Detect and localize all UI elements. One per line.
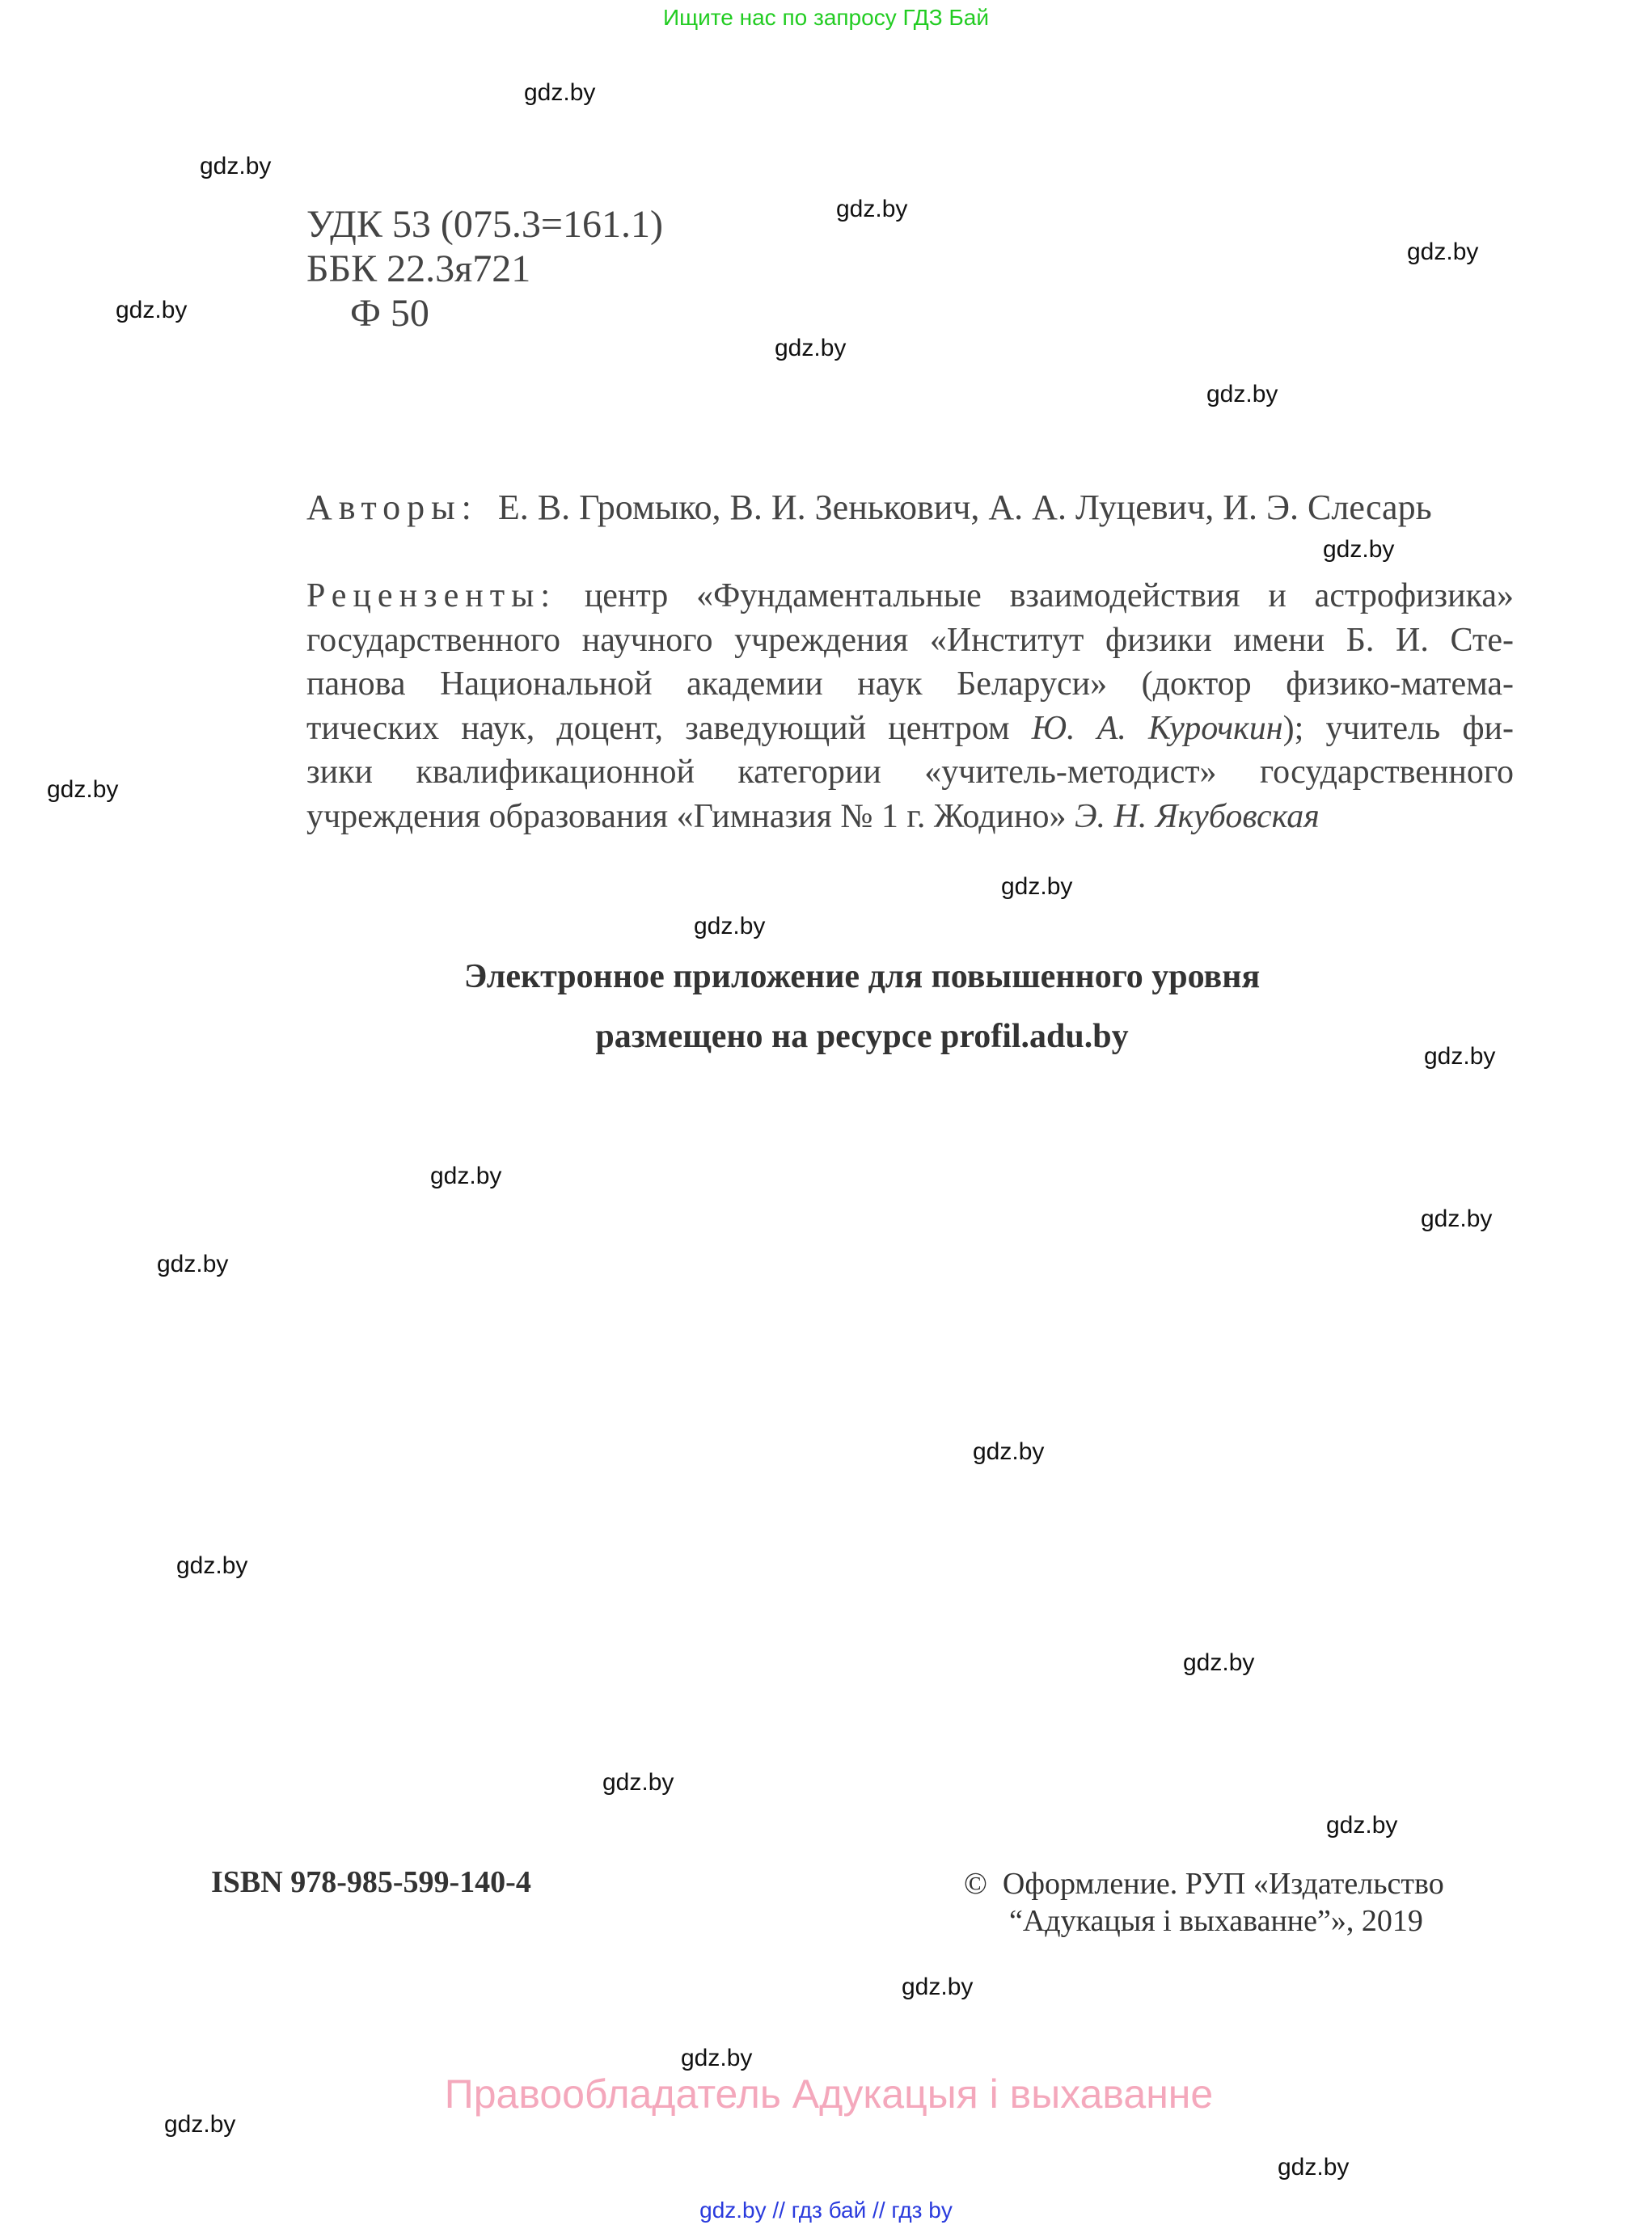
watermark: gdz.by [430,1163,502,1189]
reviewers-paragraph [306,574,1514,839]
reviewers-line: государственного научного учреждения «Институт физики имени Б. И. Сте- [306,621,1514,659]
watermark: gdz.by [973,1438,1045,1465]
authors-label: Авторы: [306,488,478,527]
watermark: gdz.by [116,297,188,323]
classification-codes [306,202,663,336]
watermark: gdz.by [1424,1043,1496,1070]
watermark: gdz.by [1001,873,1073,900]
watermark: gdz.by [836,196,908,222]
reviewer-name: Ю. А. Курочкин [1031,709,1283,747]
watermark: gdz.by [602,1769,674,1796]
electronic-note-line2: размещено на ресурсе profil.adu.by [595,1018,1129,1055]
watermark: gdz.by [1323,536,1395,563]
watermark: gdz.by [1183,1649,1255,1676]
isbn: ISBN 978-985-599-140-4 [211,1865,531,1899]
watermark: gdz.by [1206,381,1278,407]
author-mark: Ф 50 [350,292,429,335]
watermark: gdz.by [157,1251,229,1277]
reviewers-text: ); учитель фи- [1282,709,1514,747]
watermark: gdz.by [1421,1205,1493,1232]
reviewers-line [306,574,1514,619]
watermark: gdz.by [524,79,596,106]
copyright-icon: © [964,1867,987,1901]
reviewers-line: зики квалификационной категории «учитель-методист» государственного [306,754,1514,792]
authors-names: Е. В. Громыко, В. И. Зенькович, А. А. Луцевич, И. Э. Слесарь [497,488,1432,527]
watermark: gdz.by [775,335,847,361]
reviewers-line: панова Национальной академии наук Беларуси» (доктор физико-матема- [306,665,1514,703]
watermark: gdz.by [1407,239,1479,265]
watermark: gdz.by [47,776,119,803]
watermark: gdz.by [176,1552,248,1579]
watermark: gdz.by [1278,2154,1350,2181]
watermark: gdz.by [694,913,766,939]
watermark: gdz.by [200,153,272,179]
reviewer-name: Э. Н. Якубовская [1075,797,1320,835]
electronic-note-line1: Электронное приложение для повышенного уровня [463,958,1261,995]
reviewers-text: тических наук, доцент, заведующий центром [306,709,1032,747]
header-search-note: Ищите нас по запросу ГДЗ Бай [662,5,990,30]
reviewers-line [306,795,1514,839]
reviewers-label: Рецензенты: [306,577,556,614]
authors-line [306,485,1519,530]
copyright-block [964,1865,1444,1940]
watermark: gdz.by [1326,1812,1398,1839]
watermark: gdz.by [902,1974,974,2000]
copyright-line1: Оформление. РУП «Издательство [1002,1867,1444,1901]
bbk-code: ББК 22.3я721 [306,247,531,290]
watermark: gdz.by [681,2045,753,2071]
watermark: gdz.by [164,2111,236,2138]
footer-links-note: gdz.by // гдз бай // гдз by [699,2198,953,2223]
copyright-line2: “Адукацыя і выхаванне”», 2019 [1009,1904,1423,1938]
udk-code: УДК 53 (075.3=161.1) [306,203,663,246]
reviewers-text: центр «Фундаментальные взаимодействия и астрофизика» [584,577,1515,614]
rights-holder-watermark: Правообладатель Адукацыя і выхаванне [444,2071,1214,2117]
reviewers-line [306,707,1514,751]
reviewers-text: учреждения образования «Гимназия № 1 г. Жодино» [306,797,1075,835]
